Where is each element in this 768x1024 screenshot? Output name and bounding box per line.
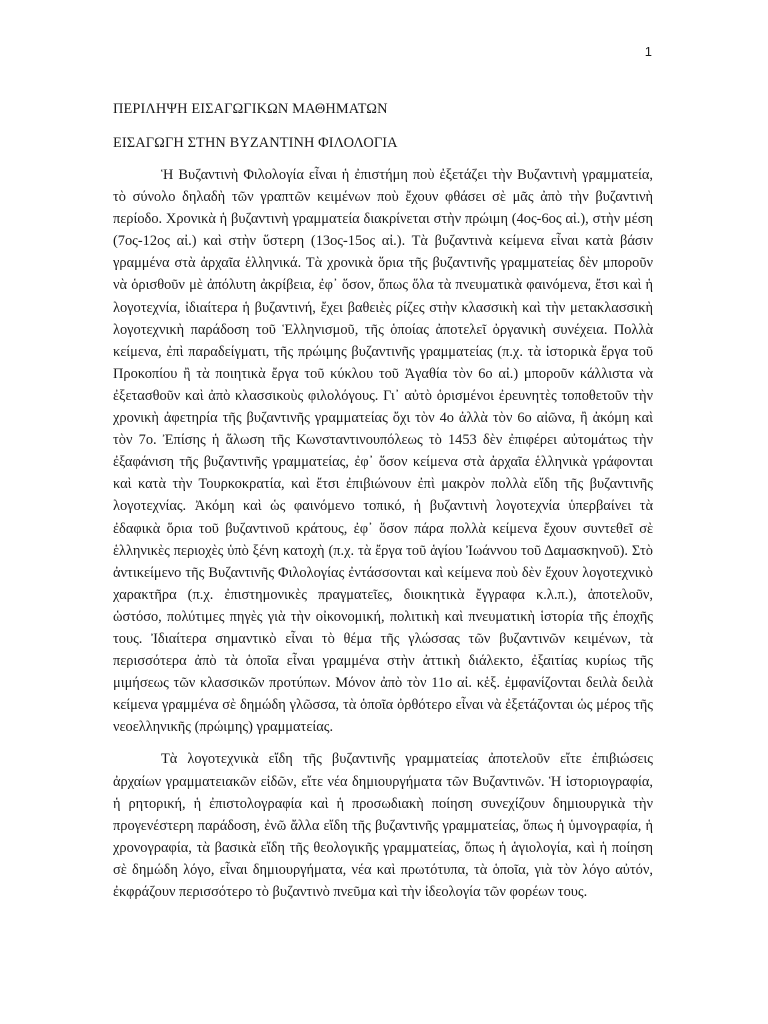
- document-title: ΠΕΡΙΛΗΨΗ ΕΙΣΑΓΩΓΙΚΩΝ ΜΑΘΗΜΑΤΩΝ: [113, 101, 388, 117]
- page-number: 1: [644, 44, 652, 59]
- paragraph-1: Ἡ Βυζαντινὴ Φιλολογία εἶναι ἡ ἐπιστήμη ποὺ ἐξετάζει τὴν Βυζαντινὴ γραμματεία, τὸ σύνολο δηλαδὴ τῶν γραπτῶν κειμένων ποὺ ἔχουν φθάσει σὲ μᾶς ἀπὸ τὴν βυζαντινὴ περίοδο. Χρονικὰ ἡ βυζαντινὴ γραμματεία διακρίνεται στὴν πρώιμη (4ος-6ος αἰ.), στὴν μέση (7ος-12ος αἰ.) καὶ στὴν ὕστερη (13ος-15ος αἰ.). Τὰ βυζαντινὰ κείμενα εἶναι κατὰ βάσιν γραμμένα στὰ ἀρχαῖα ἑλληνικά. Τὰ χρονικὰ ὅρια τῆς βυζαντινῆς γραμματείας δὲν μποροῦν νὰ ὁρισθοῦν μὲ ἀπόλυτη ἀκρίβεια, ἐφ᾽ ὅσον, ὅπως ὅλα τὰ πνευματικὰ φαινόμενα, ἔτσι καὶ ἡ λογοτεχνία, ἰδιαίτερα ἡ βυζαντινή, ἔχει βαθειὲς ρίζες στὴν κλασσικὴ καὶ τὴν μετακλασσικὴ λογοτεχνικὴ παράδοση τοῦ Ἑλληνισμοῦ, τῆς ὁποίας ἀποτελεῖ ὀργανικὴ συνέχεια. Πολλὰ κείμενα, ἐπὶ παραδείγματι, τῆς πρώιμης βυζαντινῆς γραμματείας (π.χ. τὰ ἱστορικὰ ἔργα τοῦ Προκοπίου ἢ τὰ ποιητικὰ ἔργα τοῦ κύκλου τοῦ Ἀγαθία τὸν 6ο αἰ.) μποροῦν κάλλιστα νὰ ἐξετασθοῦν καὶ ἀπὸ κλασσικοὺς φιλολόγους. Γι᾽ αὐτὸ ὁρισμένοι ἐρευνητὲς τοποθετοῦν τὴν χρονικὴ ἀφετηρία τῆς βυζαντινῆς γραμματείας ὄχι τὸν 4ο ἀλλὰ τὸν 6ο αἰῶνα, ἢ ἀκόμη καὶ τὸν 7ο. Ἐπίσης ἡ ἅλωση τῆς Κωνσταντινουπόλεως τὸ 1453 δὲν ἐπιφέρει αὐτομάτως τὴν ἐξαφάνιση τῆς βυζαντινῆς γραμματείας, ἐφ᾽ ὅσον κείμενα στὰ ἀρχαῖα ἑλληνικὰ γράφονται καὶ κατὰ τὴν Τουρκοκρατία, καὶ ἔτσι ἐπιβιώνουν ἐπὶ μακρὸν πολλὰ εἴδη τῆς βυζαντινῆς λογοτεχνίας. Ἀκόμη καὶ ὡς φαινόμενο τοπικό, ἡ βυζαντινὴ λογοτεχνία ὑπερβαίνει τὰ ἐδαφικὰ ὅρια τοῦ βυζαντινοῦ κράτους, ἐφ᾽ ὅσον πάρα πολλὰ κείμενα ἔχουν συντεθεῖ σὲ ἑλληνικὲς περιοχὲς ὑπὸ ξένη κατοχὴ (π.χ. τὰ ἔργα τοῦ ἁγίου Ἰωάννου τοῦ Δαμασκηνοῦ). Στὸ ἀντικείμενο τῆς Βυζαντινῆς Φιλολογίας ἐντάσσονται καὶ κείμενα ποὺ δὲν ἔχουν λογοτεχνικὸ χαρακτῆρα (π.χ. ἐπιστημονικὲς πραγματεῖες, διοικητικὰ ἔγγραφα κ.λ.π.), ἀποτελοῦν, ὡστόσο, πολύτιμες πηγὲς γιὰ τὴν οἰκονομική, πολιτικὴ καὶ πνευματικὴ ἱστορία τῆς ἐποχῆς τους. Ἰδιαίτερα σημαντικὸ εἶναι τὸ θέμα τῆς γλώσσας τῶν βυζαντινῶν κειμένων, τὰ περισσότερα ἀπὸ τὰ ὁποῖα εἶναι γραμμένα στὴν ἀττικὴ διάλεκτο, ἐξαιτίας κυρίως τῆς μιμήσεως τῶν κλασσικῶν προτύπων. Μόνον ἀπὸ τὸν 11ο αἰ. κἑξ. ἐμφανίζονται δειλὰ δειλὰ κείμενα γραμμένα σὲ δημώδη γλῶσσα, τὰ ὁποῖα ὀρθότερο εἶναι νὰ ἐξετάζονται ὡς μέρος τῆς νεοελληνικῆς (πρώιμης) γραμματείας.: [113, 167, 653, 736]
- section-title: ΕΙΣΑΓΩΓΗ ΣΤΗΝ ΒΥΖΑΝΤΙΝΗ ΦΙΛΟΛΟΓΙΑ: [113, 135, 398, 151]
- paragraph-2: Τὰ λογοτεχνικὰ εἴδη τῆς βυζαντινῆς γραμματείας ἀποτελοῦν εἴτε ἐπιβιώσεις ἀρχαίων γραμματειακῶν εἰδῶν, εἴτε νέα δημιουργήματα τῶν Βυζαντινῶν. Ἡ ἱστοριογραφία, ἡ ρητορική, ἡ ἐπιστολογραφία καὶ ἡ προσωδιακὴ ποίηση συνεχίζουν δημιουργικὰ τὴν προγενέστερη παράδοση, ἐνῶ ἄλλα εἴδη τῆς βυζαντινῆς γραμματείας, ὅπως ἡ ὑμνογραφία, ἡ χρονογραφία, τὰ βασικὰ εἴδη τῆς θεολογικῆς γραμματείας, ὅπως ἡ ἁγιολογία, καὶ ἡ ποίηση σὲ δημώδη λόγο, εἶναι δημιουργήματα, νέα καὶ πρωτότυπα, τὰ ὁποῖα, γιὰ τὸν λόγο αὐτόν, ἐκφράζουν περισσότερο τὸ βυζαντινὸ πνεῦμα καὶ τὴν ἰδεολογία τῶν φορέων τους.: [113, 751, 653, 900]
- document-body: [113, 98, 653, 903]
